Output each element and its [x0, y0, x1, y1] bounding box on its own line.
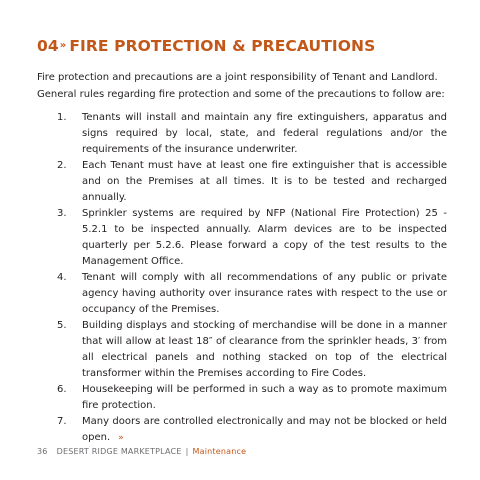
rule-item: [37, 158, 447, 206]
section-heading: [37, 36, 375, 59]
rule-text: Sprinkler systems are required by NFP (National Fire Protection) 25 - 5.2.1 to be inspected annually. Alarm devices are to be inspected quarterly per 5.2.6. Please forward a copy of the test results to the Management Office.: [82, 208, 447, 267]
intro-paragraph: Fire protection and precautions are a joint responsibility of Tenant and Landlord. General rules regarding fire protection and some of the precautions to follow are:: [37, 72, 445, 100]
rule-text: Tenants will install and maintain any fire extinguishers, apparatus and signs required by local, state, and federal regulations and/or the requirements of the insurance underwriter.: [82, 112, 447, 155]
page-footer: [37, 447, 246, 456]
rule-number: 7.: [57, 416, 67, 427]
footer-section-label: Maintenance: [192, 447, 247, 456]
rule-item: [37, 270, 447, 318]
section-title: FIRE PROTECTION & PRECAUTIONS: [69, 37, 376, 55]
rule-item: [37, 414, 447, 446]
rule-text: Housekeeping will be performed in such a way as to promote maximum fire protection.: [82, 384, 447, 411]
rule-number: 2.: [57, 160, 67, 171]
rule-text: Tenant will comply with all recommendations of any public or private agency having authority over insurance rates with respect to the use or occupancy of the Premises.: [82, 272, 447, 315]
rule-text-content: Many doors are controlled electronically and may not be blocked or held open.: [82, 416, 447, 443]
rule-text: Building displays and stocking of merchandise will be done in a manner that will allow at least 18″ of clearance from the sprinkler heads, 3′ from all electrical panels and nothing stacked on top of the electrical transformer within the Premises according to Fire Codes.: [82, 320, 447, 379]
footer-separator: |: [185, 447, 189, 456]
rule-text: [82, 414, 447, 446]
rule-number: 4.: [57, 272, 67, 283]
page-number: 36: [37, 447, 48, 456]
rule-text: Each Tenant must have at least one fire extinguisher that is accessible and on the Premises at all times. It is to be tested and recharged annually.: [82, 160, 447, 203]
publication-name: DESERT RIDGE MARKETPLACE: [56, 447, 182, 456]
rule-number: 3.: [57, 208, 67, 219]
rule-item: [37, 382, 447, 414]
rule-item: [37, 318, 447, 382]
section-number: 04: [37, 37, 59, 55]
chevron-right-icon: »: [59, 40, 67, 51]
rule-number: 1.: [57, 112, 67, 123]
rule-item: [37, 110, 447, 158]
rule-number: 6.: [57, 384, 67, 395]
rule-item: [37, 206, 447, 270]
end-chevron-icon: »: [118, 433, 124, 443]
rules-list: [37, 110, 447, 446]
rule-number: 5.: [57, 320, 67, 331]
